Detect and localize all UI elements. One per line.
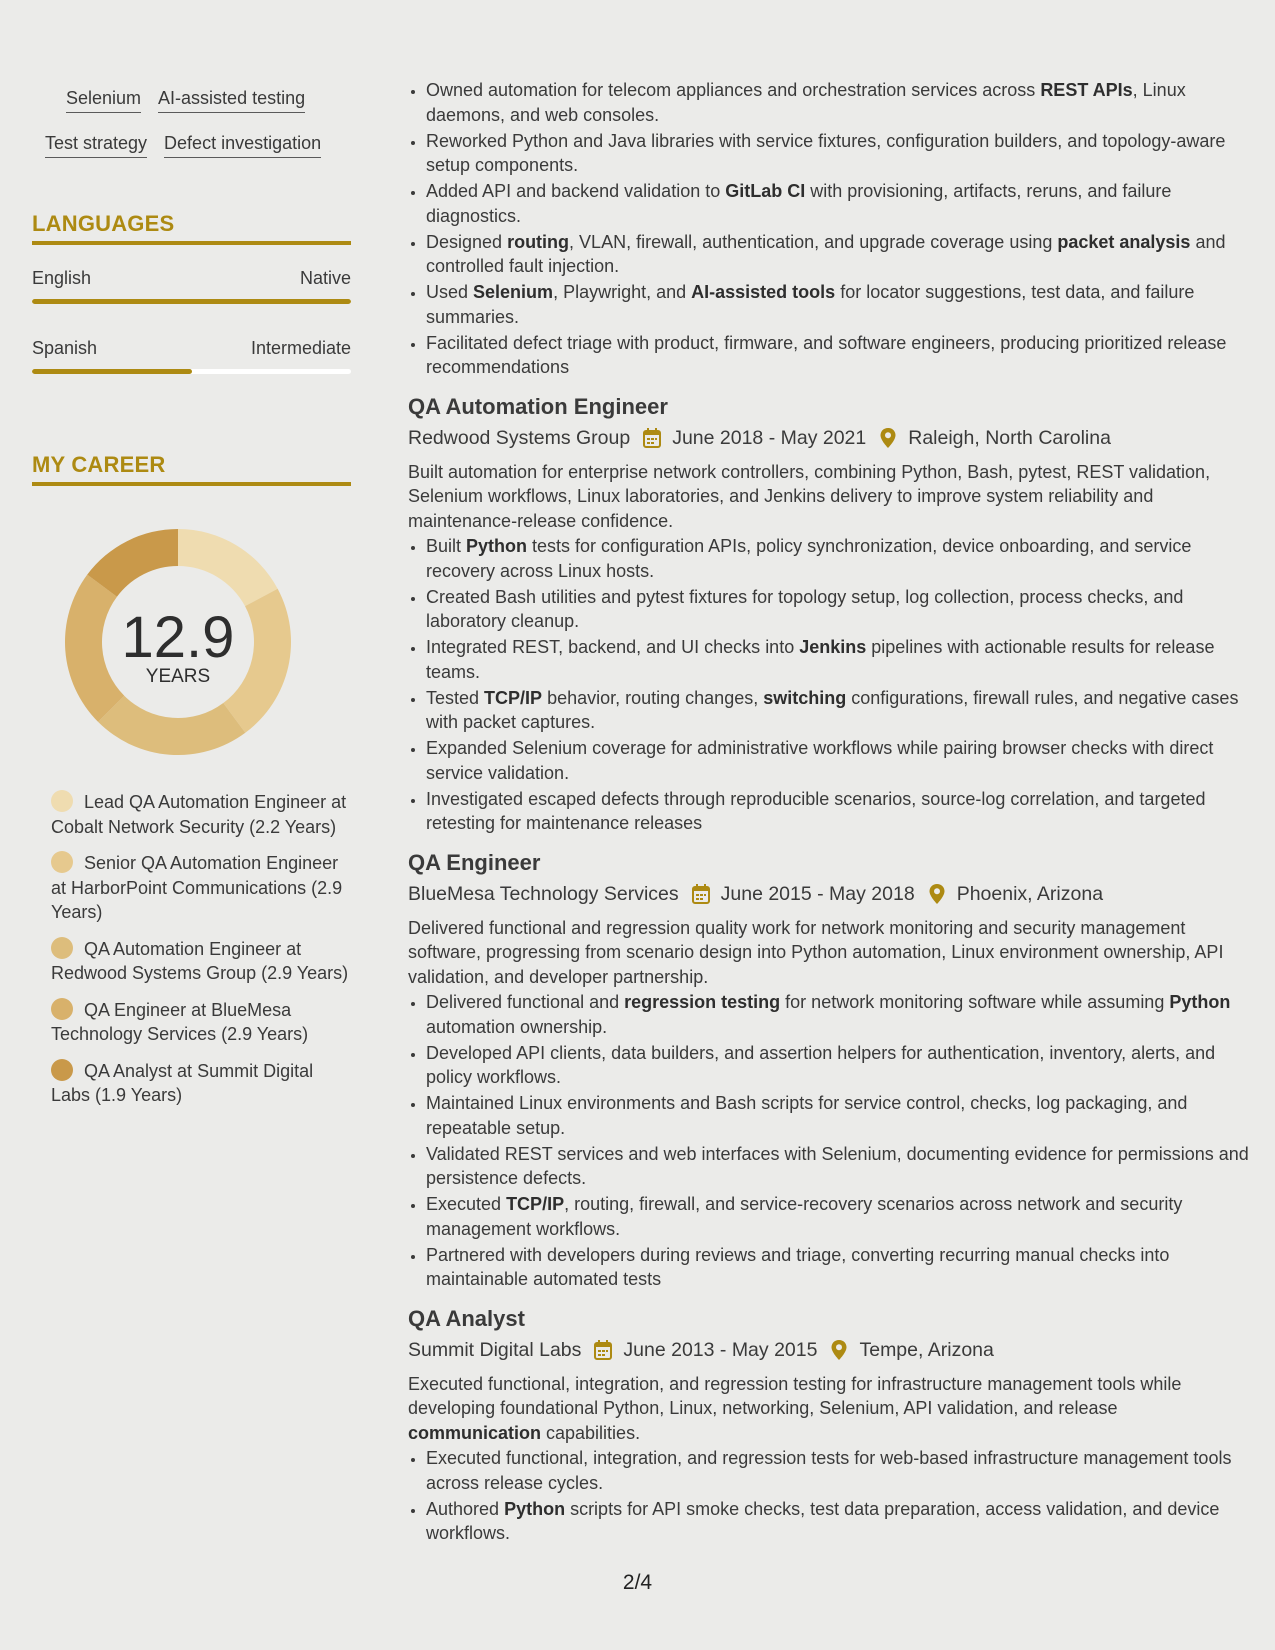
calendar-icon bbox=[593, 1339, 613, 1361]
legend-label: QA Automation Engineer at Redwood Systems Group (2.9 Years) bbox=[51, 938, 349, 983]
job-entry-redwood bbox=[408, 392, 1255, 836]
job-meta bbox=[408, 422, 1255, 454]
language-name: Spanish bbox=[32, 338, 98, 358]
skill-tag: Test strategy bbox=[45, 131, 147, 158]
job-dates: June 2018 - May 2021 bbox=[672, 426, 867, 449]
bullet: • Designed routing, VLAN, firewall, authentication, and upgrade coverage using packet analysis and controlled fault injection. bbox=[426, 230, 1255, 279]
bullet: • Tested TCP/IP behavior, routing changes, switching configurations, firewall rules, and negative cases with packet captures. bbox=[426, 686, 1255, 735]
career-total: 12.9 bbox=[121, 605, 235, 670]
career-unit: YEARS bbox=[145, 666, 211, 687]
legend-label: QA Analyst at Summit Digital Labs (1.9 Years) bbox=[51, 1060, 314, 1105]
legend-item bbox=[51, 998, 351, 1047]
job-meta bbox=[408, 878, 1255, 910]
bullet: • Executed TCP/IP, routing, firewall, and service-recovery scenarios across network and security management workflows. bbox=[426, 1192, 1255, 1241]
bullet: • Added API and backend validation to GitLab CI with provisioning, artifacts, reruns, and failure diagnostics. bbox=[426, 179, 1255, 228]
job-location: Raleigh, North Carolina bbox=[908, 426, 1111, 449]
job-title: QA Automation Engineer bbox=[408, 393, 668, 419]
legend-dot bbox=[51, 937, 73, 959]
legend-item bbox=[51, 790, 351, 839]
language-level: Intermediate bbox=[250, 338, 351, 358]
job-title: QA Analyst bbox=[408, 1305, 525, 1331]
language-english bbox=[32, 266, 351, 304]
bullet: • Validated REST services and web interfaces with Selenium, documenting evidence for permissions and persistence defects. bbox=[426, 1142, 1255, 1191]
job-entry-summit bbox=[408, 1304, 1255, 1546]
donut-segment bbox=[98, 696, 245, 755]
language-level: Native bbox=[299, 268, 351, 288]
location-pin-icon bbox=[878, 427, 898, 449]
language-bar bbox=[32, 369, 351, 374]
location-pin-icon bbox=[829, 1339, 849, 1361]
career-donut-svg bbox=[65, 529, 291, 755]
page-number: 2/4 bbox=[622, 1571, 653, 1594]
language-name: English bbox=[32, 268, 92, 288]
bullet: • Built Python tests for configuration APIs, policy synchronization, device onboarding, and service recovery across Linux hosts. bbox=[426, 534, 1255, 583]
legend-label: Senior QA Automation Engineer at HarborPoint Communications (2.9 Years) bbox=[51, 853, 343, 922]
legend-label: QA Engineer at BlueMesa Technology Services (2.9 Years) bbox=[51, 999, 309, 1044]
company-name: Summit Digital Labs bbox=[408, 1338, 582, 1361]
skill-tag: Defect investigation bbox=[164, 131, 321, 158]
company-name: Redwood Systems Group bbox=[408, 426, 631, 449]
bullet: • Delivered functional and regression testing for network monitoring software while assuming Python automation ownership. bbox=[426, 990, 1255, 1039]
bullet: • Authored Python scripts for API smoke checks, test data preparation, access validation, and device workflows. bbox=[426, 1497, 1255, 1546]
skills-row-2 bbox=[45, 131, 321, 158]
legend-dot bbox=[51, 851, 73, 873]
job-title: QA Engineer bbox=[408, 849, 541, 875]
donut-segment bbox=[178, 529, 278, 606]
location-pin-icon bbox=[927, 883, 947, 905]
bullet: • Investigated escaped defects through reproducible scenarios, source-log correlation, and targeted retesting for maintenance releases bbox=[426, 787, 1255, 836]
bullet: • Expanded Selenium coverage for administrative workflows while pairing browser checks with direct service validation. bbox=[426, 736, 1255, 785]
bullet: • Developed API clients, data builders, and assertion helpers for authentication, inventory, alerts, and policy workflows. bbox=[426, 1041, 1255, 1090]
language-spanish bbox=[32, 336, 351, 374]
job-location: Phoenix, Arizona bbox=[956, 882, 1104, 905]
donut-segment bbox=[65, 575, 124, 722]
bullet: • Reworked Python and Java libraries with service fixtures, configuration builders, and topology-aware setup components. bbox=[426, 129, 1255, 178]
legend-dot bbox=[51, 998, 73, 1020]
job-dates: June 2013 - May 2015 bbox=[623, 1338, 818, 1361]
calendar-icon bbox=[691, 883, 711, 905]
skills-row-1 bbox=[66, 86, 305, 113]
legend-dot bbox=[51, 1059, 73, 1081]
bullet: • Used Selenium, Playwright, and AI-assisted tools for locator suggestions, test data, and failure summaries. bbox=[426, 280, 1255, 329]
skill-tag: Selenium bbox=[66, 86, 141, 113]
job-bullet-list bbox=[408, 1446, 1255, 1546]
skill-tag: AI-assisted testing bbox=[158, 86, 305, 113]
bullet: • Owned automation for telecom appliances and orchestration services across REST APIs, Linux daemons, and web consoles. bbox=[426, 78, 1255, 127]
job-dates: June 2015 - May 2018 bbox=[720, 882, 915, 905]
language-bar bbox=[32, 299, 351, 304]
job-bullet-list bbox=[408, 990, 1255, 1292]
job-description: Executed functional, integration, and regression testing for infrastructure management tools while developing foundational Python, Linux, networking, Selenium, API validation, and release communication capabilities. bbox=[408, 1373, 1182, 1443]
company-name: BlueMesa Technology Services bbox=[408, 882, 679, 905]
legend-dot bbox=[51, 790, 73, 812]
intro-bullet-list bbox=[408, 78, 1255, 380]
job-location: Tempe, Arizona bbox=[859, 1338, 994, 1361]
bullet: • Partnered with developers during reviews and triage, converting recurring manual checks into maintainable automated tests bbox=[426, 1243, 1255, 1292]
calendar-icon bbox=[642, 427, 662, 449]
job-description: Built automation for enterprise network controllers, combining Python, Bash, pytest, REST validation, Selenium workflows, Linux laboratories, and Jenkins delivery to improve system reliability and maintenance-release confidence. bbox=[408, 461, 1211, 531]
bullet: • Integrated REST, backend, and UI checks into Jenkins pipelines with actionable results for release teams. bbox=[426, 635, 1255, 684]
languages-heading: LANGUAGES bbox=[32, 211, 351, 245]
bullet: • Maintained Linux environments and Bash scripts for service control, checks, log packaging, and repeatable setup. bbox=[426, 1091, 1255, 1140]
language-bar-fill bbox=[32, 369, 192, 374]
job-meta bbox=[408, 1334, 1255, 1366]
career-legend bbox=[51, 790, 351, 1120]
career-donut-chart bbox=[65, 529, 291, 755]
job-entry-bluemesa bbox=[408, 848, 1255, 1292]
language-bar-fill bbox=[32, 299, 351, 304]
bullet: • Created Bash utilities and pytest fixtures for topology setup, log collection, process checks, and laboratory cleanup. bbox=[426, 585, 1255, 634]
experience-column bbox=[408, 78, 1255, 1547]
bullet: • Facilitated defect triage with product, firmware, and software engineers, producing prioritized release recommendations bbox=[426, 331, 1255, 380]
job-bullet-list bbox=[408, 534, 1255, 836]
legend-label: Lead QA Automation Engineer at Cobalt Network Security (2.2 Years) bbox=[51, 792, 347, 837]
job-description: Delivered functional and regression quality work for network monitoring and security management software, progressing from scenario design into Python automation, Linux environment ownership, API validation, and developer partnership. bbox=[408, 917, 1224, 987]
legend-item bbox=[51, 937, 351, 986]
bullet: • Executed functional, integration, and regression tests for web-based infrastructure management tools across release cycles. bbox=[426, 1446, 1255, 1495]
career-heading: MY CAREER bbox=[32, 452, 351, 486]
legend-item bbox=[51, 851, 351, 925]
legend-item bbox=[51, 1059, 351, 1108]
